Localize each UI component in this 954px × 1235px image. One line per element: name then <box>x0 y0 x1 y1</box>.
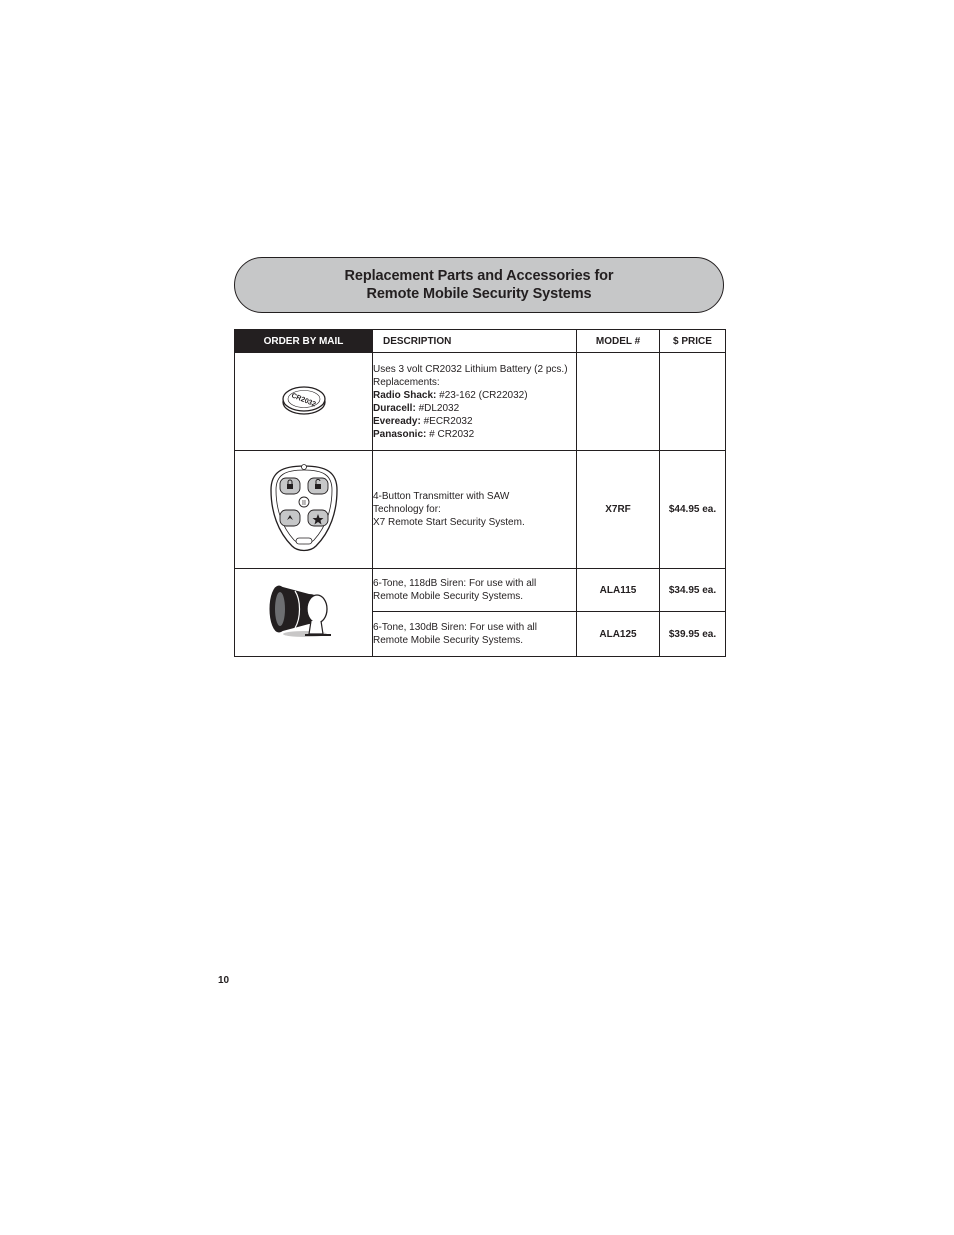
siren-description <box>373 612 577 657</box>
siren-image-cell <box>235 569 373 657</box>
battery-imprint: CR2032 <box>289 392 317 409</box>
siren-desc-line: Remote Mobile Security Systems. <box>373 591 524 602</box>
transmitter-desc-line: 4-Button Transmitter with SAW <box>373 491 510 502</box>
price-header: $ PRICE <box>660 330 726 353</box>
siren-model: ALA125 <box>577 612 660 657</box>
transmitter-model: X7RF <box>577 451 660 569</box>
battery-desc-line: Replacements: <box>373 376 440 388</box>
siren-desc-line: Remote Mobile Security Systems. <box>373 635 524 646</box>
battery-price <box>660 353 726 451</box>
description-header: DESCRIPTION <box>373 330 577 353</box>
siren-model: ALA115 <box>577 569 660 612</box>
order-by-mail-header: ORDER BY MAIL <box>235 330 373 353</box>
page-number: 10 <box>218 975 230 986</box>
siren-desc-line: 6-Tone, 130dB Siren: For use with all <box>373 622 537 633</box>
siren-desc-line: 6-Tone, 118dB Siren: For use with all <box>373 578 537 589</box>
table-row <box>235 353 726 451</box>
transmitter-desc-line: X7 Remote Start Security System. <box>373 517 525 528</box>
table-row <box>235 451 726 569</box>
transmitter-price: $44.95 ea. <box>660 451 726 569</box>
title-banner <box>234 257 724 313</box>
siren-price: $39.95 ea. <box>660 612 726 657</box>
battery-model <box>577 353 660 451</box>
siren-icon <box>265 578 343 644</box>
battery-image-cell <box>235 353 373 451</box>
battery-desc-line: Uses 3 volt CR2032 Lithium Battery (2 pcs.) <box>373 363 568 375</box>
title-line-2: Remote Mobile Security Systems <box>366 286 592 302</box>
svg-text:II: II <box>301 500 306 507</box>
header-row <box>235 330 726 353</box>
duracell-replacement: Duracell: #DL2032 <box>373 402 460 414</box>
transmitter-description <box>373 451 577 569</box>
eveready-replacement: Eveready: #ECR2032 <box>373 415 473 427</box>
transmitter-desc-line: Technology for: <box>373 504 441 515</box>
parts-table <box>234 329 726 657</box>
battery-icon <box>276 382 332 418</box>
transmitter-image-cell <box>235 451 373 569</box>
siren-price: $34.95 ea. <box>660 569 726 612</box>
title-line-1: Replacement Parts and Accessories for <box>344 268 614 284</box>
model-header: MODEL # <box>577 330 660 353</box>
panasonic-replacement: Panasonic: # CR2032 <box>373 428 475 440</box>
radioshack-replacement: Radio Shack: #23-162 (CR22032) <box>373 389 528 401</box>
remote-transmitter-icon <box>268 462 340 554</box>
siren-description <box>373 569 577 612</box>
table-row <box>235 569 726 612</box>
battery-description <box>373 353 577 451</box>
